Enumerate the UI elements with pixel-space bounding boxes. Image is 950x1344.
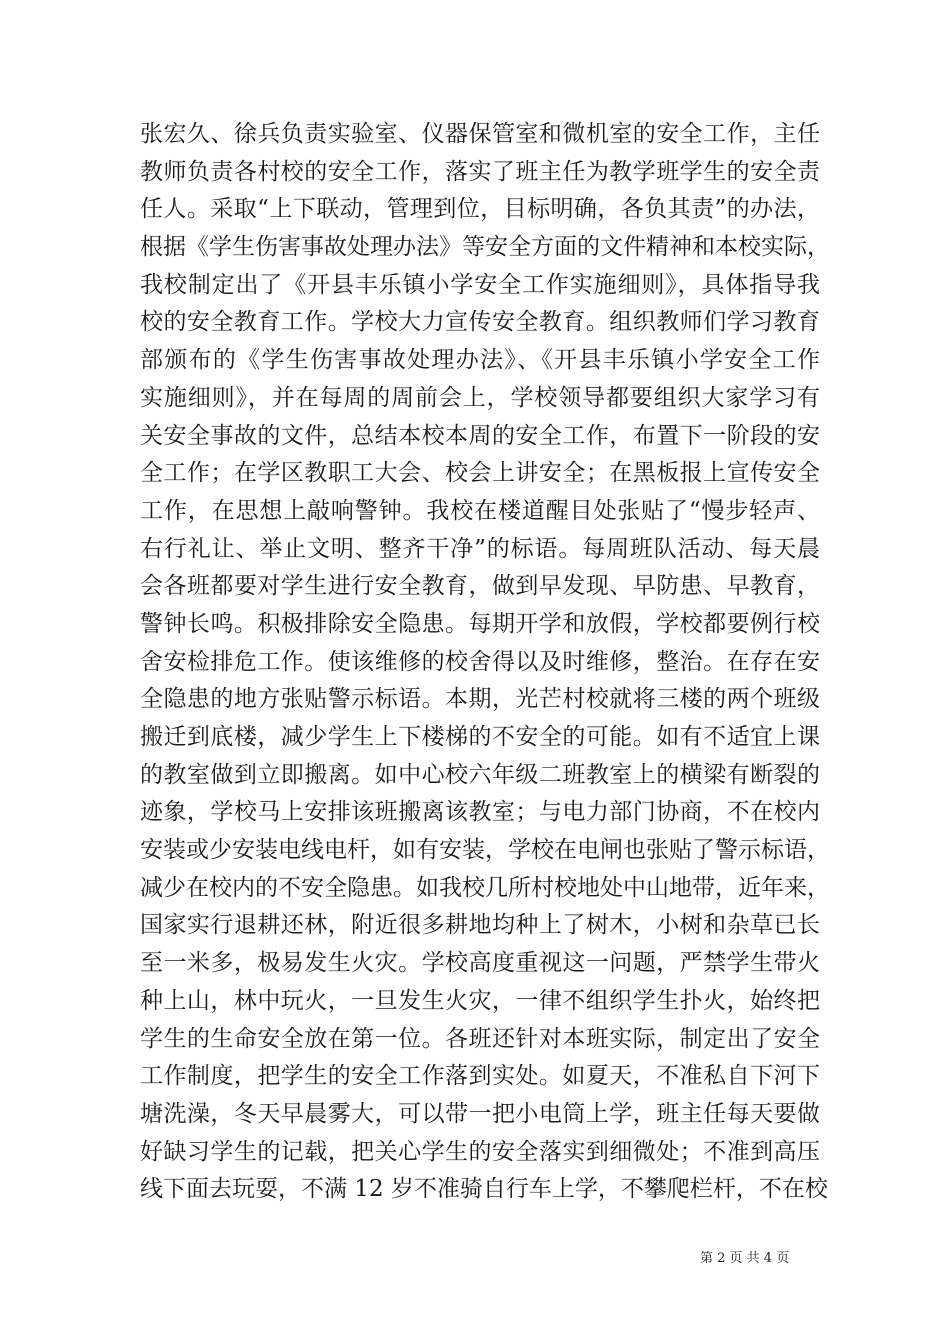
- text-line: 全工作；在学区教职工大会、校会上讲安全；在黑板报上宣传安全: [140, 460, 820, 487]
- text-line: 减少在校内的不安全隐患。如我校几所村校地处中山地带，近年来，: [140, 874, 830, 901]
- text-line: 塘洗澡，冬天早晨雾大，可以带一把小电筒上学，班主任每天要做: [140, 1100, 820, 1127]
- text-line: 迹象，学校马上安排该班搬离该教室；与电力部门协商，不在校内: [140, 799, 820, 826]
- page-number-footer: 第 2 页 共 4 页: [700, 1251, 790, 1266]
- text-line: 线下面去玩耍，不满 12 岁不准骑自行车上学，不攀爬栏杆，不在校: [140, 1176, 828, 1203]
- text-line: 全隐患的地方张贴警示标语。本期，光芒村校就将三楼的两个班级: [140, 686, 820, 713]
- text-line: 根据《学生伤害事故处理办法》等安全方面的文件精神和本校实际，: [140, 234, 830, 261]
- body-text: [140, 116, 830, 1209]
- text-line: 我校制定出了《开县丰乐镇小学安全工作实施细则》，具体指导我: [140, 271, 820, 298]
- text-line: 好缺习学生的记载，把关心学生的安全落实到细微处；不准到高压: [140, 1138, 820, 1165]
- text-line: 国家实行退耕还林，附近很多耕地均种上了树木，小树和杂草已长: [140, 912, 820, 939]
- text-line: 会各班都要对学生进行安全教育，做到早发现、早防患、早教育，: [140, 573, 820, 600]
- text-line: 种上山，林中玩火，一旦发生火灾，一律不组织学生扑火，始终把: [140, 987, 820, 1014]
- text-line: 关安全事故的文件，总结本校本周的安全工作，布置下一阶段的安: [140, 422, 820, 449]
- text-line: 舍安检排危工作。使该维修的校舍得以及时维修，整治。在存在安: [140, 648, 820, 675]
- text-line: 实施细则》，并在每周的周前会上，学校领导都要组织大家学习有: [140, 384, 820, 411]
- text-line: 张宏久、徐兵负责实验室、仪器保管室和微机室的安全工作，主任: [140, 121, 820, 147]
- text-line: 工作制度，把学生的安全工作落到实处。如夏天，不准私自下河下: [140, 1063, 820, 1090]
- text-line: 教师负责各村校的安全工作，落实了班主任为教学班学生的安全责: [140, 158, 820, 185]
- text-line: 部颁布的《学生伤害事故处理办法》、《开县丰乐镇小学安全工作: [140, 347, 820, 374]
- text-line: 校的安全教育工作。学校大力宣传安全教育。组织教师们学习教育: [140, 309, 820, 336]
- text-line: 任人。采取“上下联动，管理到位，目标明确，各负其责”的办法，: [140, 196, 820, 223]
- text-line: 警钟长鸣。积极排除安全隐患。每期开学和放假，学校都要例行校: [140, 610, 820, 637]
- text-line: 右行礼让、举止文明、整齐干净”的标语。每周班队活动、每天晨: [140, 535, 820, 562]
- text-line: 至一米多，极易发生火灾。学校高度重视这一问题，严禁学生带火: [140, 950, 820, 977]
- text-line: 的教室做到立即搬离。如中心校六年级二班教室上的横梁有断裂的: [140, 761, 820, 788]
- text-line: 工作，在思想上敲响警钟。我校在楼道醒目处张贴了“慢步轻声、: [140, 497, 820, 524]
- text-line: 安装或少安装电线电杆，如有安装，学校在电闸也张贴了警示标语，: [140, 837, 830, 864]
- text-line: 学生的生命安全放在第一位。各班还针对本班实际，制定出了安全: [140, 1025, 820, 1052]
- text-line: 搬迁到底楼，减少学生上下楼梯的不安全的可能。如有不适宜上课: [140, 724, 820, 750]
